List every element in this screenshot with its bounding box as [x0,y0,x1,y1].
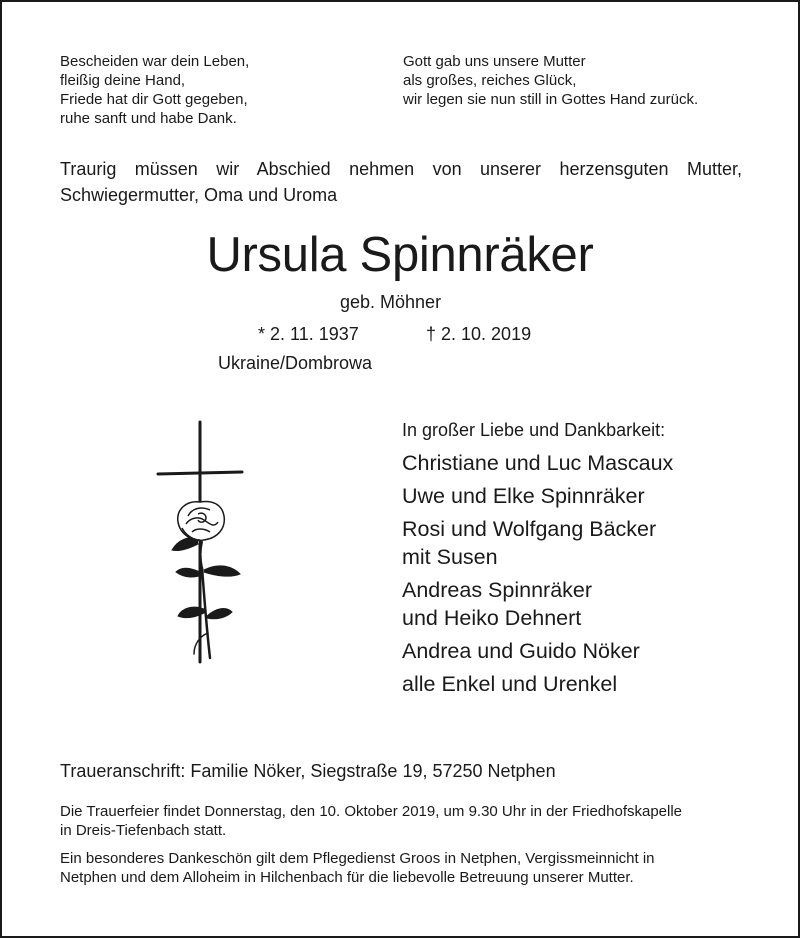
intro-line: Schwiegermutter, Oma und Uroma [60,185,338,205]
mourner-name: und Heiko Dehnert [402,606,582,630]
mourner-name: Andreas Spinnräker [402,578,593,602]
mourner-name: alle Enkel und Urenkel [402,672,618,696]
thanks-info-line: Ein besonderes Dankeschön gilt dem Pflegedienst Groos in Netphen, Vergissmeinnicht in [60,850,655,867]
thanks-heading: In großer Liebe und Dankbarkeit: [402,420,666,440]
thanks-info-line: Netphen und dem Alloheim in Hilchenbach für die liebevolle Betreuung unserer Mutter. [60,869,634,886]
mourning-address: Traueranschrift: Familie Nöker, Siegstraße 19, 57250 Netphen [60,761,556,781]
mourner-name: Uwe und Elke Spinnräker [402,484,645,508]
maiden-name: geb. Möhner [340,292,442,312]
intro-text [60,156,742,208]
funeral-info [60,802,750,840]
birthplace: Ukraine/Dombrowa [218,353,373,373]
deceased-name: Ursula Spinnräker [206,228,594,282]
poem-line: Bescheiden war dein Leben, [60,53,250,70]
mourner-name: mit Susen [402,545,498,569]
intro-line: Traurig müssen wir Abschied nehmen von unserer herzensguten Mutter, [60,159,742,179]
poem-line: fleißig deine Hand, [60,72,186,89]
mourner-group [402,449,673,477]
funeral-info-line: Die Trauerfeier findet Donnerstag, den 10. Oktober 2019, um 9.30 Uhr in der Friedhofskapelle [60,803,683,820]
funeral-info-line: in Dreis-Tiefenbach statt. [60,822,227,839]
mourner-name: Christiane und Luc Mascaux [402,451,674,475]
death-date: † 2. 10. 2019 [426,324,532,344]
mourner-group [402,637,673,665]
poem-line: wir legen sie nun still in Gottes Hand zurück. [403,91,699,108]
thanks-info [60,849,750,887]
poem-left [60,52,249,128]
poem-line: als großes, reiches Glück, [403,72,577,89]
mourner-group [402,515,673,571]
mourner-group [402,482,673,510]
poem-line: Friede hat dir Gott gegeben, [60,91,248,108]
birth-date: * 2. 11. 1937 [258,324,359,344]
poem-line: ruhe sanft und habe Dank. [60,110,237,127]
mourner-group [402,576,673,632]
poem-right [403,52,698,109]
mourner-name: Andrea und Guido Nöker [402,639,640,663]
mourner-group [402,670,673,698]
mourners-list [402,449,673,703]
poem-line: Gott gab uns unsere Mutter [403,53,586,70]
mourner-name: Rosi und Wolfgang Bäcker [402,517,657,541]
cross-with-rose-icon [148,418,252,670]
